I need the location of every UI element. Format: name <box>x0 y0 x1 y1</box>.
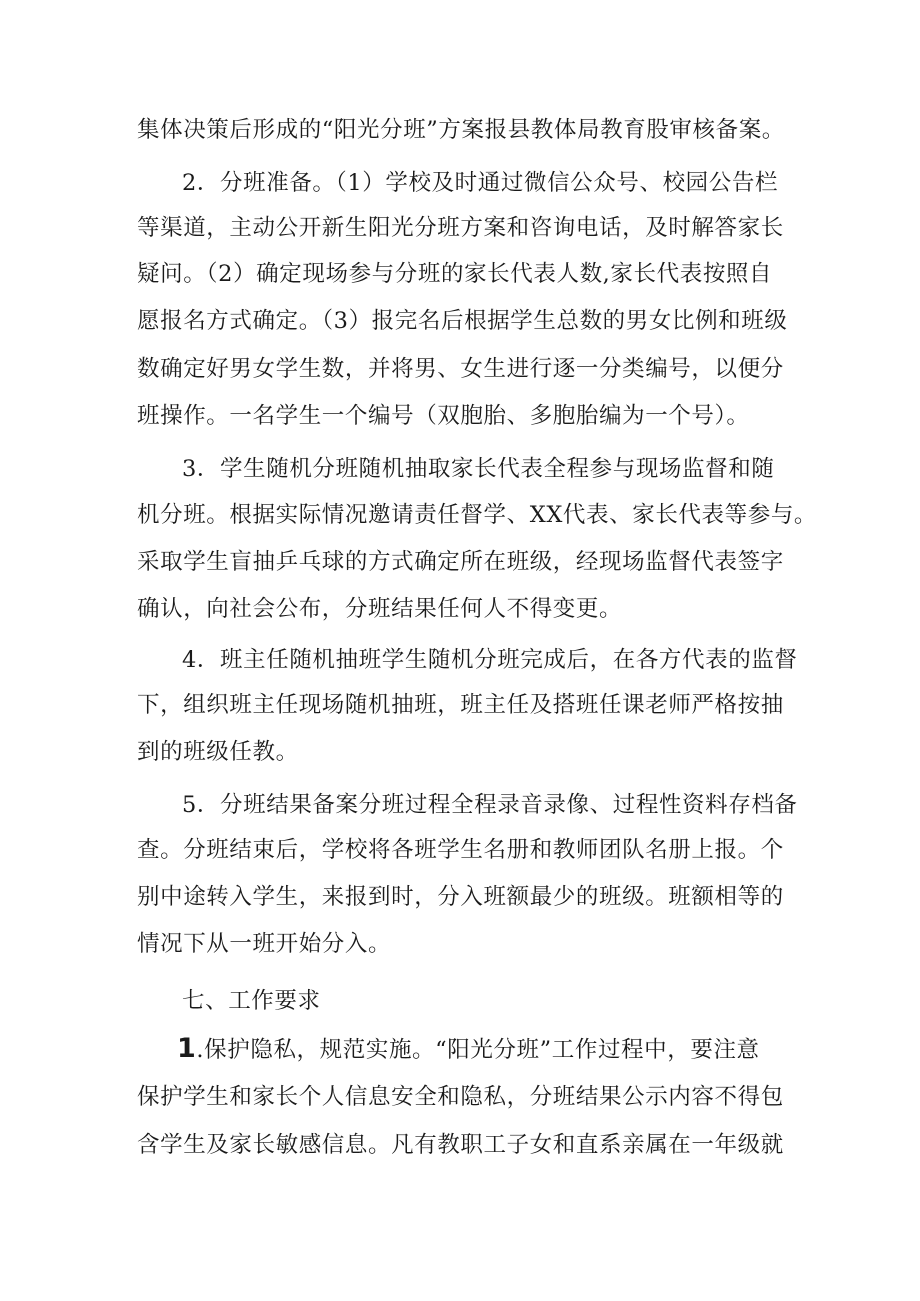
paragraph-line-9: 机分班。根据实际情况邀请责任督学、XX代表、家长代表等参与。 <box>137 502 818 528</box>
item1-line-1 <box>177 1034 857 1065</box>
paragraph-line-11: 确认，向社会公布，分班结果任何人不得变更。 <box>137 596 623 622</box>
item1-number: 1 <box>177 1033 197 1064</box>
paragraph-line-17: 别中途转入学生，来报到时，分入班额最少的班级。班额相等的 <box>137 884 784 910</box>
paragraph-line-7: 班操作。一名学生一个编号（双胞胎、多胞胎编为一个号）。 <box>137 403 750 429</box>
paragraph-line-13: 下，组织班主任现场随机抽班，班主任及搭班任课老师严格按抽 <box>137 692 784 718</box>
item1-line-3: 含学生及家长敏感信息。凡有教职工子女和直系亲属在一年级就 <box>137 1132 784 1158</box>
paragraph-line-1: 集体决策后形成的“阳光分班”方案报县教体局教育股审核备案。 <box>137 117 785 143</box>
paragraph-line-4: 疑问。（2）确定现场参与分班的家长代表人数,家长代表按照自 <box>137 261 773 287</box>
paragraph-line-14: 到的班级任教。 <box>137 739 299 765</box>
item1-line-2: 保护学生和家长个人信息安全和隐私，分班结果公示内容不得包 <box>137 1084 784 1110</box>
paragraph-line-12: 4．班主任随机抽班学生随机分班完成后，在各方代表的监督 <box>182 647 798 673</box>
paragraph-line-10: 采取学生盲抽乒乓球的方式确定所在班级，经现场监督代表签字 <box>137 549 784 575</box>
paragraph-line-5: 愿报名方式确定。（3）报完名后根据学生总数的男女比例和班级 <box>137 308 788 334</box>
paragraph-line-6: 数确定好男女学生数，并将男、女生进行逐一分类编号，以便分 <box>137 356 784 382</box>
paragraph-line-18: 情况下从一班开始分入。 <box>137 931 392 957</box>
paragraph-line-3: 等渠道，主动公开新生阳光分班方案和咨询电话，及时解答家长 <box>137 215 784 241</box>
paragraph-line-8: 3．学生随机分班随机抽取家长代表全程参与现场监督和随 <box>182 456 775 482</box>
item1-line-1-text: .保护隐私，规范实施。“阳光分班”工作过程中，要注意 <box>196 1037 760 1063</box>
paragraph-line-15: 5．分班结果备案分班过程全程录音录像、过程性资料存档备 <box>182 792 798 818</box>
section-heading: 七、工作要求 <box>182 988 321 1014</box>
paragraph-line-2: 2．分班准备。（1）学校及时通过微信公众号、校园公告栏 <box>182 170 779 196</box>
paragraph-line-16: 查。分班结束后，学校将各班学生名册和教师团队名册上报。个 <box>137 837 784 863</box>
